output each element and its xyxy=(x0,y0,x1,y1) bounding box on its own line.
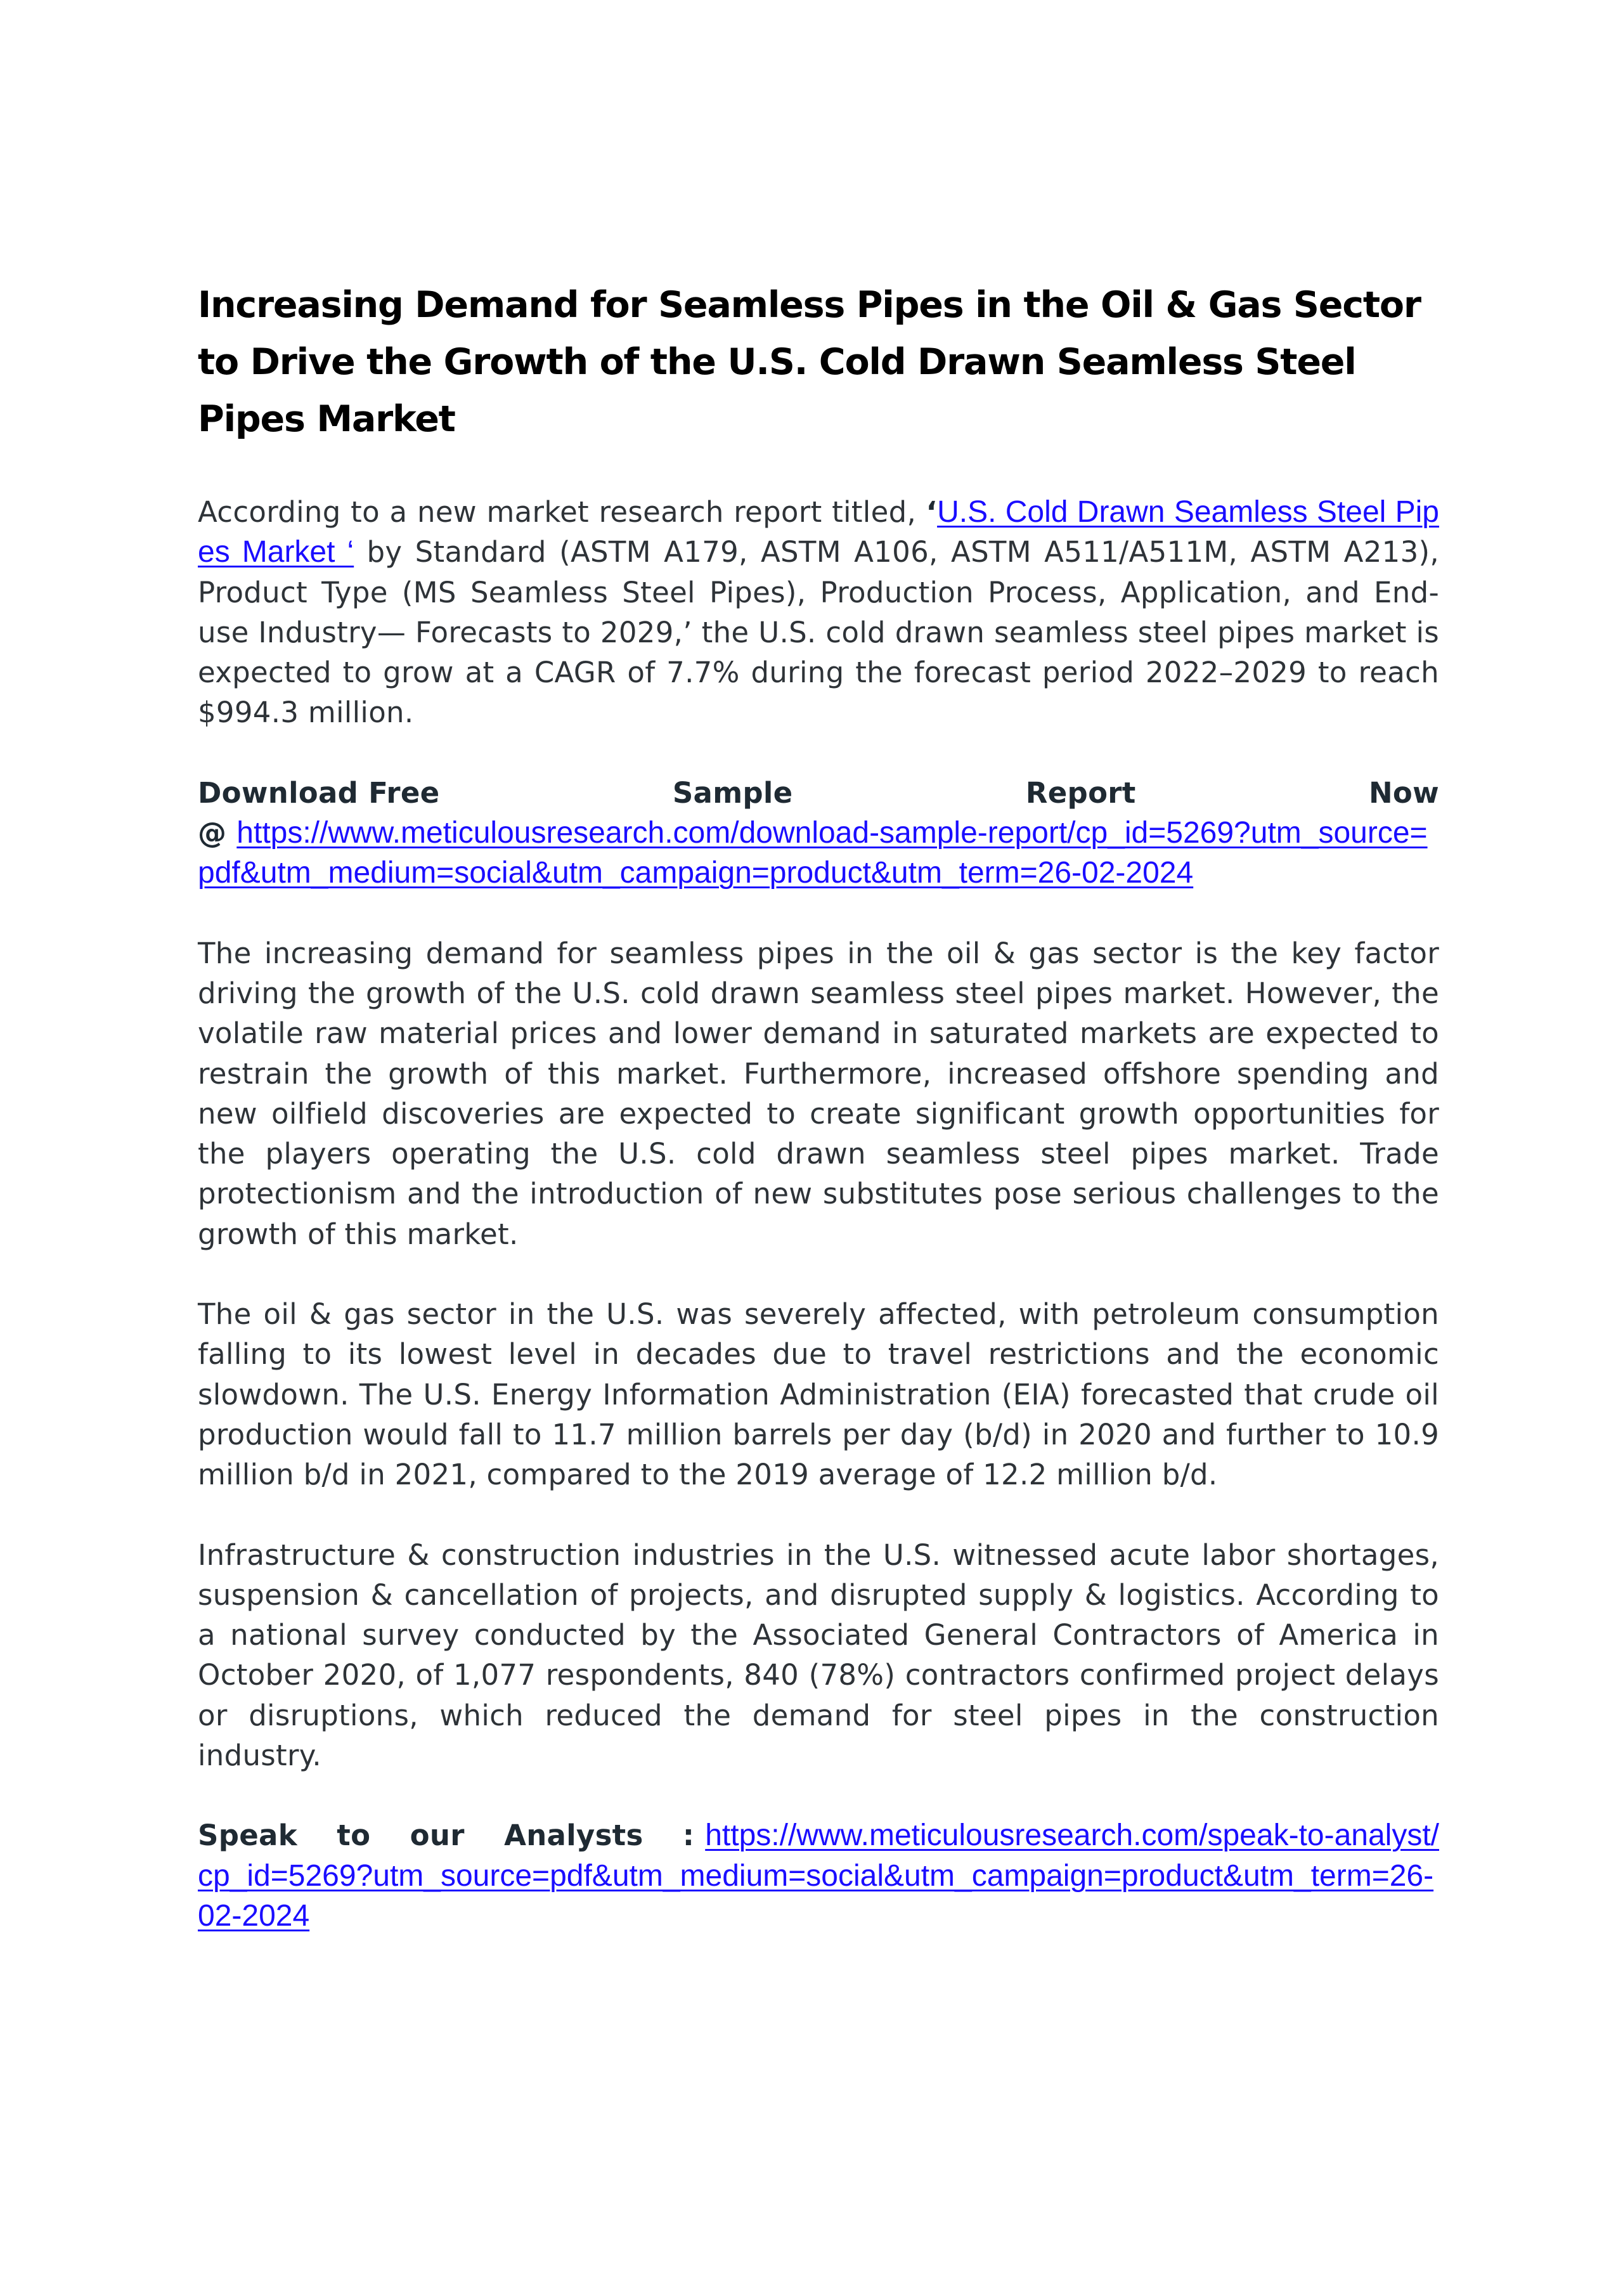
report-title-link[interactable]: U.S. Cold Drawn Seamless Steel Pipes Market ‘ xyxy=(198,495,1439,569)
download-link-line xyxy=(198,813,1439,893)
document-title: Increasing Demand for Seamless Pipes in the Oil & Gas Sector to Drive the Growth of the U.S. Cold Drawn Seamless Steel Pipes Market xyxy=(198,284,1421,440)
download-sample-cta xyxy=(198,773,1439,893)
oil-gas-impact-paragraph: The oil & gas sector in the U.S. was severely affected, with petroleum consumption falling to its lowest level in decades due to travel restrictions and the economic slowdown. The U.S. Energy Information Administration (EIA) forecasted that crude oil production would fall to 11.7 million barrels per day (b/d) in 2020 and further to 10.9 million b/d in 2021, compared to the 2019 average of 12.2 million b/d. xyxy=(198,1297,1439,1492)
construction-impact-paragraph: Infrastructure & construction industries in the U.S. witnessed acute labor shortages, suspension & cancellation of projects, and disrupted supply & logistics. According to a national survey conducted by the Associated General Contractors of America in October 2020, of 1,077 respondents, 840 (78%) contractors confirmed project delays or disruptions, which reduced the demand for steel pipes in the construction industry. xyxy=(198,1538,1439,1773)
download-sample-link[interactable]: https://www.meticulousresearch.com/download-sample-report/cp_id=5269?utm_source=pdf&utm_medium=social&utm_campaign=product&utm_term=26-02-2024 xyxy=(198,816,1428,890)
speak-to-analyst-cta xyxy=(198,1815,1439,1936)
download-cta-word: Sample xyxy=(672,775,793,810)
at-symbol: @ xyxy=(198,816,237,850)
download-cta-word: Now xyxy=(1368,775,1439,810)
speak-to-analyst-label: Speak to our Analysts : xyxy=(198,1819,695,1853)
document-page xyxy=(198,276,1439,1936)
market-drivers-paragraph: The increasing demand for seamless pipes in the oil & gas sector is the key factor driving the growth of the U.S. cold drawn seamless steel pipes market. However, the volatile raw material prices and lower demand in saturated markets are expected to restrain the growth of this market. Furthermore, increased offshore spending and new oilfield discoveries are expected to create significant growth opportunities for the players operating the U.S. cold drawn seamless steel pipes market. Trade protectionism and the introduction of new substitutes pose serious challenges to the growth of this market. xyxy=(198,936,1439,1251)
intro-suffix: by Standard (ASTM A179, ASTM A106, ASTM A511/A511M, ASTM A213), Product Type (MS Seamless Steel Pipes), Production Process, Application, and End-use Industry— Forecasts to 2029,’ the U.S. cold drawn seamless steel pipes market is expected to grow at a CAGR of 7.7% during the forecast period 2022–2029 to reach $994.3 million. xyxy=(198,535,1439,730)
download-cta-heading xyxy=(198,773,1439,813)
speak-to-analyst-link[interactable]: https://www.meticulousresearch.com/speak-to-analyst/cp_id=5269?utm_source=pdf&utm_medium=social&utm_campaign=product&utm_term=26-02-2024 xyxy=(198,1819,1439,1933)
intro-prefix: According to a new market research report titled, xyxy=(198,495,926,529)
download-cta-word: Download Free xyxy=(198,775,440,810)
download-cta-word: Report xyxy=(1025,775,1136,810)
intro-paragraph xyxy=(198,492,1439,733)
intro-open-quote: ‘ xyxy=(926,495,938,529)
